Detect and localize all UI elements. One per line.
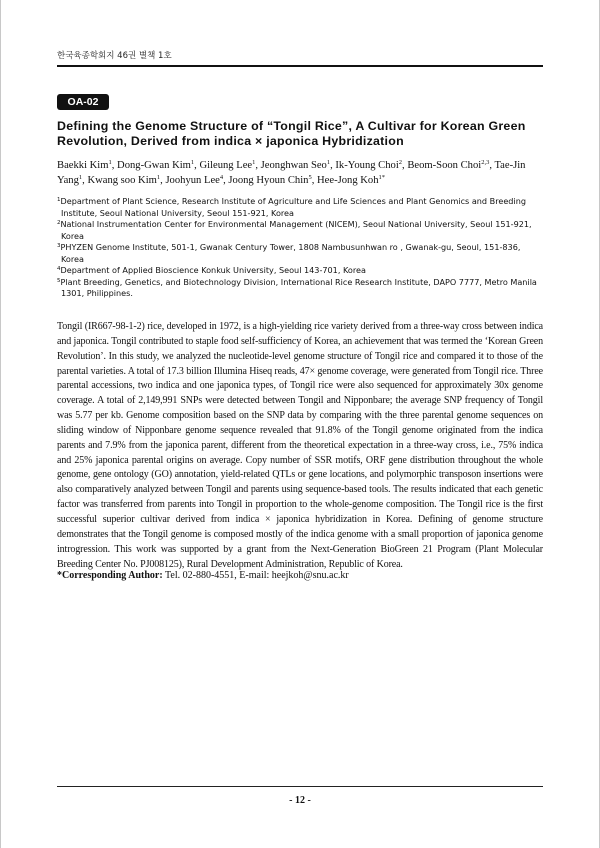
author-name: Hee-Jong Koh$^{1*}$ (317, 174, 386, 186)
author-affiliation-mark: 2 (398, 159, 403, 166)
affiliation-item (57, 277, 543, 300)
affiliation-number: 5 (57, 277, 61, 284)
affiliation-item (57, 196, 543, 219)
abstract-body: Tongil (IR667-98-1-2) rice, developed in 1972, is a high-yielding rice variety derived from a three-way cross between indica and japonica. Tongil contributed to staple food self-sufficiency of Korea, an achievement that was termed the ‘Korean Green Revolution’. In this study, we analyzed the nucleotide-level genome structure of Tongil rice and compared it to those of the parental varieties. A total of 17.3 billion Illumina Hiseq reads, 47× genome coverage, were generated from Tongil rice. Three parental accessions, two indica and one japonica types, of Tongil rice were also sequenced for approximately 30x genome coverage. A total of 2,149,991 SNPs were detected between Tongil and Nipponbare; the average SNP frequency of Tongil was 5.77 per kb. Genome composition based on the SNP data by comparing with the three parental genome sequences on sliding window of Nipponbare genome sequence revealed that 91.8% of the Tongil genome originated from the indica parents and 7.9% from the japonica parent, different from the theoretical expectation in a three-way cross, i.e., 75% indica and 25% japonica parental origins on average. Copy number of SSR motifs, ORF gene distribution throughout the whole genome, gene ontology (GO) annotation, yield-related QTLs or gene locations, and polymorphic transposon insertions were also comparatively analyzed between Tongil and parents using sequence-based tools. The results indicated that each genetic factor was transferred from parents into Tongil in proportion to the whole-genome composition. The Tongil rice is the first successful superior cultivar derived from indica × japonica hybridization in Korea. Defining of genome structure demonstrates that the Tongil genome is composed mostly of the indica genome with a small proportion of japonica genome introgression. This work was supported by a grant from the Next-Generation BioGreen 21 Program (Plant Molecular Breeding Center No. PJ008125), Rural Development Administration, Republic of Korea. (57, 321, 543, 570)
corresponding-label: *Corresponding Author: (57, 570, 163, 581)
author-affiliation-mark: 1 (108, 159, 112, 166)
author-affiliation-mark: 4 (219, 174, 224, 181)
affiliation-text: Plant Breeding, Genetics, and Biotechnology Division, International Rice Research Institute, DAPO 7777, Metro Manila 1301, Philippines. (60, 276, 537, 298)
affiliation-text: PHYZEN Genome Institute, 501-1, Gwanak Century Tower, 1808 Nambusunhwan ro , Gwanak-gu, Seoul, 151-836, Korea (60, 242, 521, 264)
page-border-left (0, 0, 1, 848)
session-badge: OA-02 (57, 94, 109, 110)
affiliation-text: Department of Applied Bioscience Konkuk University, Seoul 143-701, Korea (60, 265, 366, 275)
author-name: Tae-Jin Yang$^1$ (57, 160, 526, 186)
author-name: Beom-Soon Choi$^{2,3}$ (407, 159, 490, 171)
author-name: Joong Hyoun Chin$^5$ (228, 174, 312, 186)
corresponding-contact: Tel. 02-880-4551, E-mail: heejkoh@snu.ac.kr (165, 570, 349, 581)
author-name: Jeonghwan Seo$^1$ (260, 159, 331, 171)
author-name: Dong-Gwan Kim$^1$ (117, 159, 195, 171)
author-list: Baekki Kim$^1$, Dong-Gwan Kim$^1$, Gileung Lee$^1$, Jeonghwan Seo$^1$, Ik-Young Choi$^2$, Beom-Soon Choi$^{2,3}$, Tae-Jin Yang$^1$, Kwang soo Kim$^1$, Joohyun Lee$^4$, Joong Hyoun Chin$^5$, Hee-Jong Koh$^{1*}$ (57, 159, 526, 186)
author-name: Gileung Lee$^1$ (199, 159, 256, 171)
affiliation-number: 2 (57, 220, 61, 226)
author-affiliation-mark: 2,3 (481, 159, 490, 166)
affiliation-item (57, 265, 543, 277)
footer-rule (57, 786, 543, 787)
affiliation-item (57, 219, 543, 242)
affiliation-number: 4 (57, 266, 61, 272)
header-rule (57, 65, 543, 67)
affiliation-list (57, 196, 543, 300)
corresponding-author (57, 569, 543, 583)
author-affiliation-mark: 1 (78, 174, 83, 181)
author-name: Ik-Young Choi$^2$ (335, 159, 403, 171)
author-affiliation-mark: 1 (190, 159, 195, 166)
author-affiliation-mark: 1 (326, 159, 331, 166)
affiliation-number: 3 (57, 243, 61, 249)
affiliation-text: National Instrumentation Center for Environmental Management (NICEM), Seoul National University, Seoul 151-921, Korea (60, 219, 532, 241)
author-name: Baekki Kim$^1$ (57, 159, 112, 171)
paper-title: Defining the Genome Structure of “Tongil Rice”, A Cultivar for Korean Green Revolution, Derived from indica × japonica Hybridization (57, 119, 526, 148)
affiliation-number: 1 (57, 197, 61, 203)
affiliation-item (57, 242, 543, 265)
author-affiliation-mark: 1* (378, 174, 386, 181)
journal-header: 한국육종학회지 46권 별책 1호 (57, 51, 172, 61)
page-number: - 12 - (289, 795, 311, 806)
author-affiliation-mark: 1 (252, 159, 256, 166)
affiliation-text: Department of Plant Science, Research Institute of Agriculture and Life Sciences and Plant Genomics and Breeding Institute, Seoul National University, Seoul 151-921, Korea (60, 196, 526, 218)
author-affiliation-mark: 5 (308, 174, 312, 181)
author-name: Joohyun Lee$^4$ (165, 174, 224, 186)
author-name: Kwang soo Kim$^1$ (87, 174, 161, 186)
author-affiliation-mark: 1 (156, 174, 161, 181)
